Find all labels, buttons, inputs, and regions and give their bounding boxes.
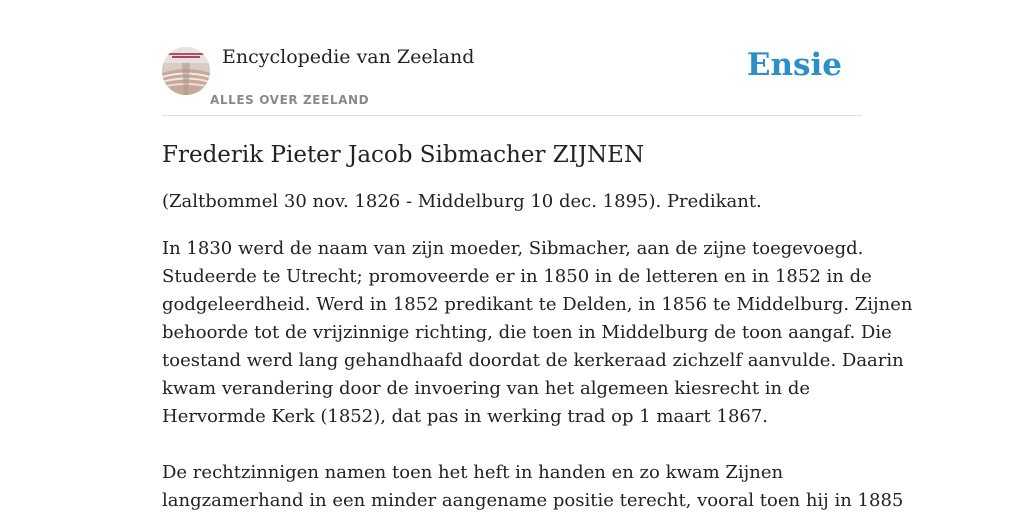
article-title: Frederik Pieter Jacob Sibmacher ZIJNEN [162,142,645,168]
site-title[interactable]: Encyclopedie van Zeeland [222,46,475,68]
paragraph-line: kwam verandering door de invoering van het algemeen kiesrecht in de [162,378,811,399]
paragraph-line: Hervormde Kerk (1852), dat pas in werking trad op 1 maart 1867. [162,406,769,427]
paragraph-line: De rechtzinnigen namen toen het heft in handen en zo kwam Zijnen [162,462,784,483]
article-subtitle: (Zaltbommel 30 nov. 1826 - Middelburg 10 dec. 1895). Predikant. [162,191,762,212]
article [162,139,913,512]
ensie-logo[interactable]: Ensie [746,47,842,83]
paragraph-line: godgeleerdheid. Werd in 1852 predikant te Delden, in 1856 te Middelburg. Zijnen [162,294,913,315]
paragraph-line: In 1830 werd de naam van zijn moeder, Sibmacher, aan de zijne toegevoegd. [162,238,864,259]
site-avatar[interactable] [162,47,210,95]
article-paragraph [162,235,913,431]
paragraph-line: behoorde tot de vrijzinnige richting, die toen in Middelburg de toon aangaf. Die [162,322,892,343]
paragraph-line: Studeerde te Utrecht; promoveerde er in 1850 in de letteren en in 1852 in de [162,266,872,287]
paragraph-line: langzamerhand in een minder aangename positie terecht, vooral toen hij in 1885 [162,490,904,511]
site-header [162,0,862,116]
site-tagline: ALLES OVER ZEELAND [210,93,370,107]
book-pages-image [162,47,210,95]
paragraph-line: toestand werd lang gehandhaafd doordat de kerkeraad zichzelf aanvulde. Daarin [162,350,904,371]
article-paragraph [162,459,904,512]
